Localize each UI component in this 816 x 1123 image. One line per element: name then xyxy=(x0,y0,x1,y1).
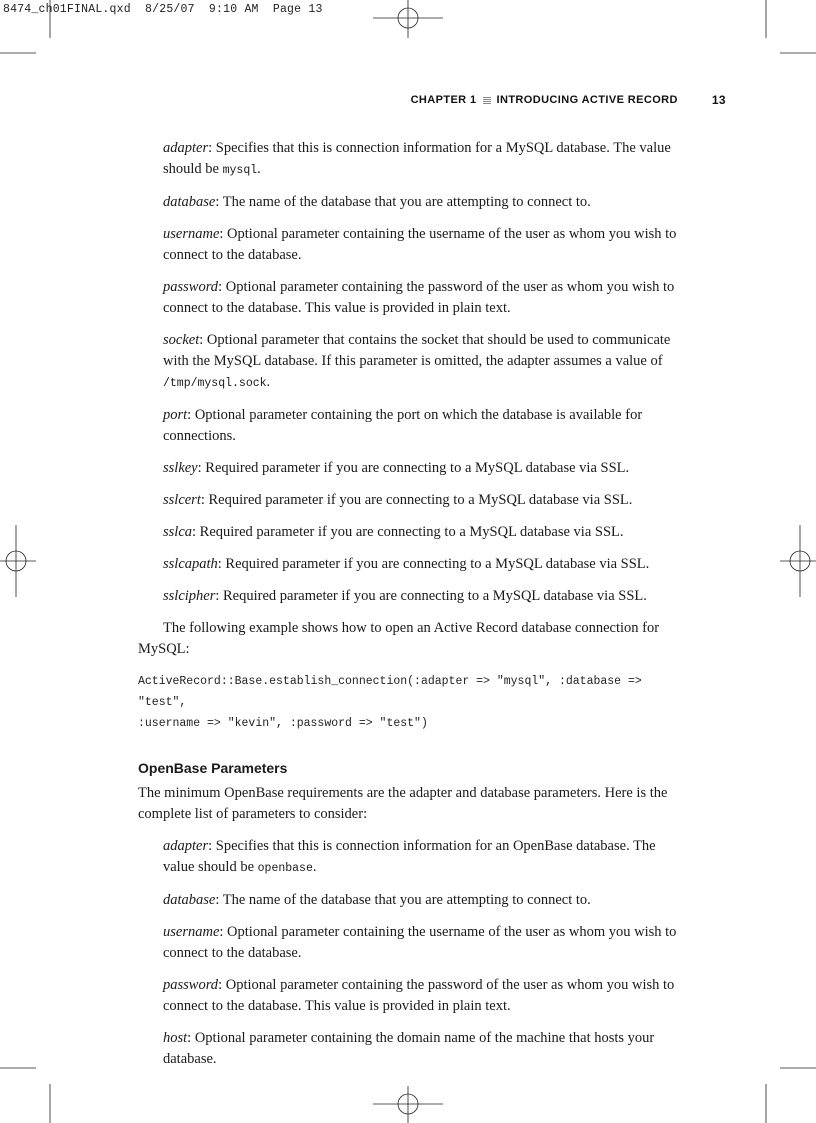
parameter-term: username xyxy=(163,924,220,940)
parameter-item xyxy=(163,224,680,266)
parameter-term: sslca xyxy=(163,524,192,540)
parameter-term: password xyxy=(163,279,219,295)
parameter-term: sslcapath xyxy=(163,556,218,572)
parameter-description: : The name of the database that you are attempting to connect to. xyxy=(215,194,591,210)
code-example: ActiveRecord::Base.establish_connection(:adapter => "mysql", :database => "test", :username => "kevin", :password => "test") xyxy=(138,675,642,730)
parameter-description: : Optional parameter that contains the socket that should be used to communicate with the MySQL database. If this parameter is omitted, the adapter assumes a value of xyxy=(163,332,671,369)
parameter-term: password xyxy=(163,977,219,993)
parameter-term: adapter xyxy=(163,838,209,854)
parameter-item xyxy=(163,975,680,1017)
parameter-item xyxy=(163,192,680,213)
parameter-code-value: mysql xyxy=(222,164,258,177)
parameter-description: : Specifies that this is connection information for a MySQL database. The value should be xyxy=(163,140,671,177)
page-body xyxy=(138,138,680,1081)
parameter-punctuation: . xyxy=(312,859,317,875)
parameter-item xyxy=(163,554,680,575)
parameter-description: : Required parameter if you are connecting to a MySQL database via SSL. xyxy=(197,460,630,476)
parameter-term: sslkey xyxy=(163,460,198,476)
parameter-item xyxy=(163,586,680,607)
parameter-item xyxy=(163,138,680,181)
file-slug: 8474_ch01FINAL.qxd 8/25/07 9:10 AM Page 13 xyxy=(3,3,323,16)
mysql-parameter-list xyxy=(138,138,680,607)
example-intro: The following example shows how to open an Active Record database connection for MySQL: xyxy=(138,620,660,657)
parameter-description: : Optional parameter containing the domain name of the machine that hosts your database. xyxy=(163,1030,655,1067)
parameter-term: host xyxy=(163,1030,188,1046)
parameter-item xyxy=(163,522,680,543)
parameter-description: : Optional parameter containing the username of the user as whom you wish to connect to the database. xyxy=(163,924,677,961)
parameter-description: : Required parameter if you are connecting to a MySQL database via SSL. xyxy=(215,588,647,604)
section-heading: OpenBase Parameters xyxy=(138,760,288,776)
parameter-code-value: openbase xyxy=(257,862,313,875)
section-intro: The minimum OpenBase requirements are the adapter and database parameters. Here is the complete list of parameters to consider: xyxy=(138,785,668,822)
openbase-parameter-list xyxy=(138,836,680,1070)
parameter-description: : Specifies that this is connection information for an OpenBase database. The value should be xyxy=(163,838,656,875)
page-number: 13 xyxy=(711,93,726,107)
chapter-title: INTRODUCING ACTIVE RECORD xyxy=(496,94,678,106)
parameter-term: database xyxy=(163,892,216,908)
parameter-description: : Required parameter if you are connecting to a MySQL database via SSL. xyxy=(200,492,633,508)
parameter-punctuation: . xyxy=(266,374,271,390)
parameter-term: database xyxy=(163,194,216,210)
parameter-code-value: /tmp/mysql.sock xyxy=(163,377,267,390)
parameter-description: : The name of the database that you are attempting to connect to. xyxy=(215,892,591,908)
parameter-item xyxy=(163,490,680,511)
parameter-term: username xyxy=(163,226,220,242)
parameter-item xyxy=(163,405,680,447)
parameter-item xyxy=(163,458,680,479)
parameter-term: adapter xyxy=(163,140,209,156)
parameter-item xyxy=(163,836,680,879)
parameter-item xyxy=(163,277,680,319)
parameter-item xyxy=(163,330,680,394)
parameter-description: : Optional parameter containing the password of the user as whom you wish to connect to the database. This value is provided in plain text. xyxy=(163,977,675,1014)
chapter-label: CHAPTER 1 xyxy=(410,94,477,106)
parameter-term: socket xyxy=(163,332,200,348)
parameter-item xyxy=(163,922,680,964)
parameter-term: port xyxy=(163,407,188,423)
parameter-term: sslcipher xyxy=(163,588,216,604)
parameter-description: : Required parameter if you are connecting to a MySQL database via SSL. xyxy=(192,524,624,540)
parameter-punctuation: . xyxy=(257,161,261,177)
parameter-description: : Optional parameter containing the username of the user as whom you wish to connect to the database. xyxy=(163,226,677,263)
parameter-term: sslcert xyxy=(163,492,201,508)
parameter-item xyxy=(163,1028,680,1070)
parameter-description: : Required parameter if you are connecting to a MySQL database via SSL. xyxy=(217,556,650,572)
running-head xyxy=(380,93,726,107)
separator-icon xyxy=(483,96,491,104)
parameter-description: : Optional parameter containing the password of the user as whom you wish to connect to the database. This value is provided in plain text. xyxy=(163,279,675,316)
parameter-item xyxy=(163,890,680,911)
parameter-description: : Optional parameter containing the port on which the database is available for connections. xyxy=(163,407,643,444)
